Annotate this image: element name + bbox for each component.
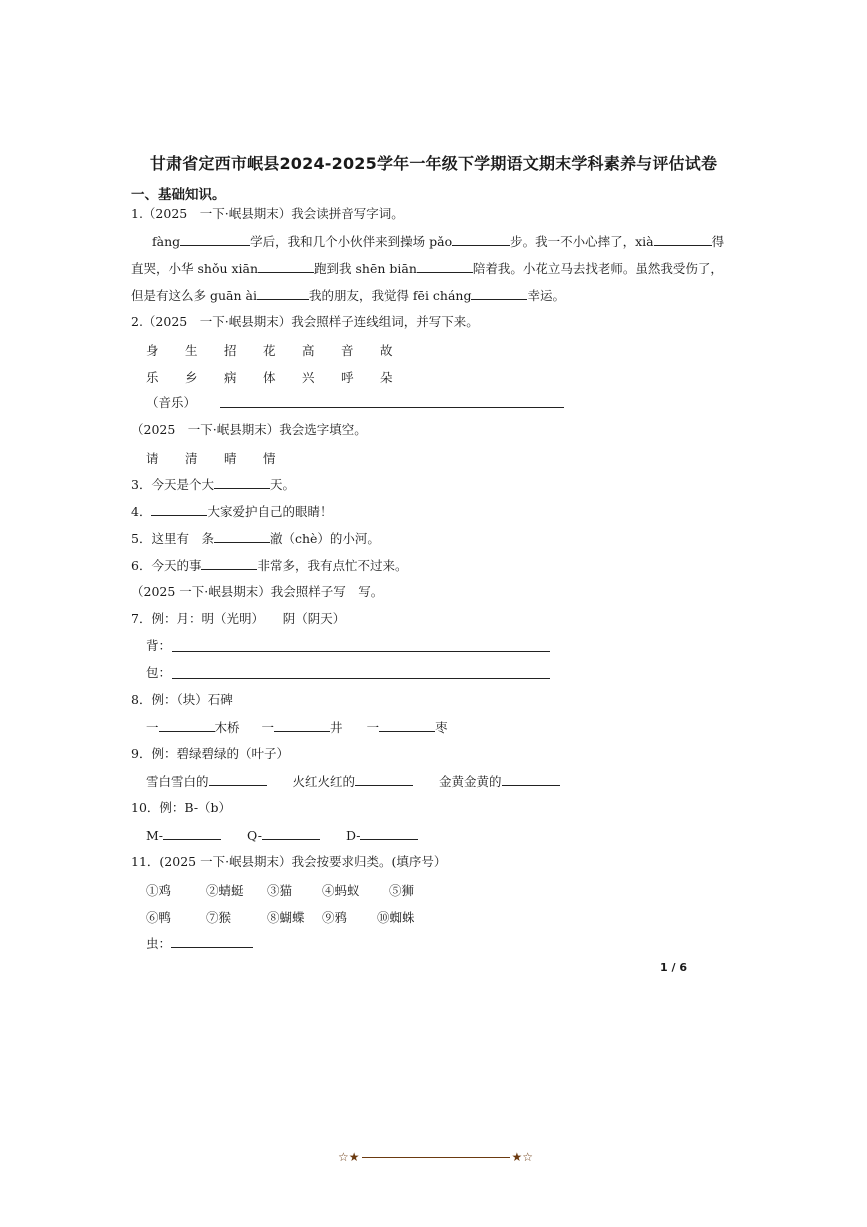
- q11-insect: 虫：: [146, 935, 253, 952]
- q7-line-a: 背：: [146, 638, 172, 653]
- q11-row-1: ①鸡 ②蜻蜓 ③猫 ④蚂蚁 ⑤狮: [146, 883, 415, 898]
- q4: 4． 大家爱护自己的眼睛！: [131, 504, 333, 519]
- q2-example: （音乐）: [146, 395, 197, 410]
- q9: 9．例：碧绿碧绿的（叶子）: [131, 746, 289, 761]
- q6: 6．今天的事 非常多，我有点忙不过来。: [131, 558, 408, 573]
- q3-6-heading: （2025 一下·岷县期末）我会选字填空。: [131, 422, 367, 437]
- q7-line-b: 包：: [146, 665, 172, 680]
- q7-answer-line-a[interactable]: [172, 651, 550, 652]
- q1-line-1: fàng 学后，我和几个小伙伴来到操场 pǎo 步。我一不小心摔了，xià 得: [152, 234, 725, 249]
- section-heading: 一、基础知识。: [131, 187, 226, 203]
- star-icon: ★☆: [511, 1150, 534, 1164]
- q7-10-heading: （2025 一下·岷县期末）我会照样子写 写。: [131, 584, 384, 599]
- q9-answers: 雪白雪白的 火红火红的 金黄金黄的: [146, 773, 560, 790]
- q8-answers: 一 木桥 一 井 一 枣: [146, 720, 448, 735]
- q3: 3．今天是个大 天。: [131, 477, 295, 492]
- q2-row-1: 身 生 招 花 高 音 故: [146, 343, 393, 358]
- q1-line-2: 直哭，小华 shǒu xiān 跑到我 shēn biān 陪着我。小花立马去找老师。虽然我受伤了，: [131, 261, 723, 276]
- q7: 7．例：月：明（光明） 阴（阴天）: [131, 611, 346, 626]
- q3-6-choices: 请 清 晴 情: [146, 451, 276, 466]
- q11-heading: 11．(2025 一下·岷县期末）我会按要求归类。(填序号）: [131, 854, 447, 869]
- q5: 5．这里有 条 澈（chè）的小河。: [131, 531, 380, 546]
- q1-line-3: 但是有这么多 guān ài 我的朋友，我觉得 fēi cháng 幸运。: [131, 288, 565, 303]
- star-icon: ☆★: [338, 1150, 360, 1164]
- q11-row-2: ⑥鸭 ⑦猴 ⑧蝴蝶 ⑨鸦 ⑩蜘蛛: [146, 910, 415, 925]
- q8: 8．例：（块）石碑: [131, 692, 233, 707]
- footer-decoration: [338, 1150, 533, 1164]
- page-number: 1 / 6: [660, 961, 687, 974]
- q2-row-2: 乐 乡 病 体 兴 呼 朵: [146, 370, 393, 385]
- q2-heading: 2.（2025 一下·岷县期末）我会照样子连线组词，并写下来。: [131, 314, 479, 329]
- page-title: 甘肃省定西市岷县2024-2025学年一年级下学期语文期末学科素养与评估试卷: [149, 154, 718, 173]
- q1-heading: 1.（2025 一下·岷县期末）我会读拼音写字词。: [131, 206, 404, 221]
- q10: 10．例：B-（b）: [131, 800, 232, 815]
- q7-answer-line-b[interactable]: [172, 678, 550, 679]
- q2-answer-line[interactable]: [220, 407, 564, 408]
- q10-answers: M- Q- D-: [146, 827, 418, 844]
